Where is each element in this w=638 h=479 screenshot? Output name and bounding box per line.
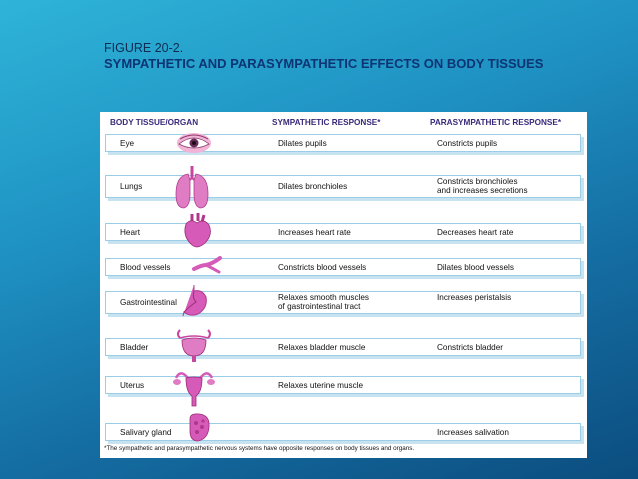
parasympathetic-response: Increases salivation: [437, 428, 509, 437]
table-footnote: *The sympathetic and parasympathetic nervous systems have opposite responses on body tissues and organs.: [104, 445, 415, 452]
sympathetic-response: Relaxes uterine muscle: [278, 381, 364, 390]
sympathetic-response: Increases heart rate: [278, 228, 351, 237]
lungs-icon: [174, 166, 210, 210]
uterus-icon: [172, 368, 216, 408]
organ-name: Bladder: [120, 343, 149, 352]
sympathetic-response: Dilates pupils: [278, 139, 327, 148]
table-row: [105, 291, 581, 314]
organ-name: Uterus: [120, 381, 145, 390]
header-parasympathetic: PARASYMPATHETIC RESPONSE*: [430, 118, 562, 127]
sympathetic-response-line2: of gastrointestinal tract: [278, 302, 361, 311]
parasympathetic-response: Constricts pupils: [437, 139, 498, 148]
figure-label: FIGURE 20-2.: [104, 41, 184, 55]
heart-icon: [180, 212, 214, 250]
parasympathetic-response: Dilates blood vessels: [437, 263, 514, 272]
eye-icon: [176, 132, 212, 154]
header-body-tissue: BODY TISSUE/ORGAN: [110, 118, 199, 127]
sympathetic-response: Relaxes bladder muscle: [278, 343, 366, 352]
salivary-gland-icon: [186, 413, 212, 443]
blood-vessel-icon: [192, 255, 222, 275]
organ-name: Eye: [120, 139, 135, 148]
sympathetic-response: Dilates bronchioles: [278, 182, 348, 191]
parasympathetic-response: Constricts bladder: [437, 343, 503, 352]
bladder-icon: [174, 328, 214, 364]
table-row: [105, 258, 581, 276]
parasympathetic-response-line2: and increases secretions: [437, 186, 528, 195]
header-sympathetic: SYMPATHETIC RESPONSE*: [272, 118, 381, 127]
sympathetic-response: Relaxes smooth muscles: [278, 293, 370, 302]
organ-name: Heart: [120, 228, 141, 237]
parasympathetic-response: Constricts bronchioles: [437, 177, 518, 186]
effects-table: [100, 112, 587, 458]
figure-title: SYMPATHETIC AND PARASYMPATHETIC EFFECTS ON BODY TISSUES: [104, 56, 544, 71]
sympathetic-response: Constricts blood vessels: [278, 263, 367, 272]
parasympathetic-response: Increases peristalsis: [437, 293, 512, 302]
parasympathetic-response: Decreases heart rate: [437, 228, 514, 237]
organ-name: Lungs: [120, 182, 143, 191]
organ-name: Salivary gland: [120, 428, 172, 437]
table-row: [105, 423, 581, 441]
organ-name: Gastrointestinal: [120, 298, 177, 307]
organ-name: Blood vessels: [120, 263, 171, 272]
table-row: [105, 223, 581, 241]
stomach-icon: [180, 284, 210, 318]
